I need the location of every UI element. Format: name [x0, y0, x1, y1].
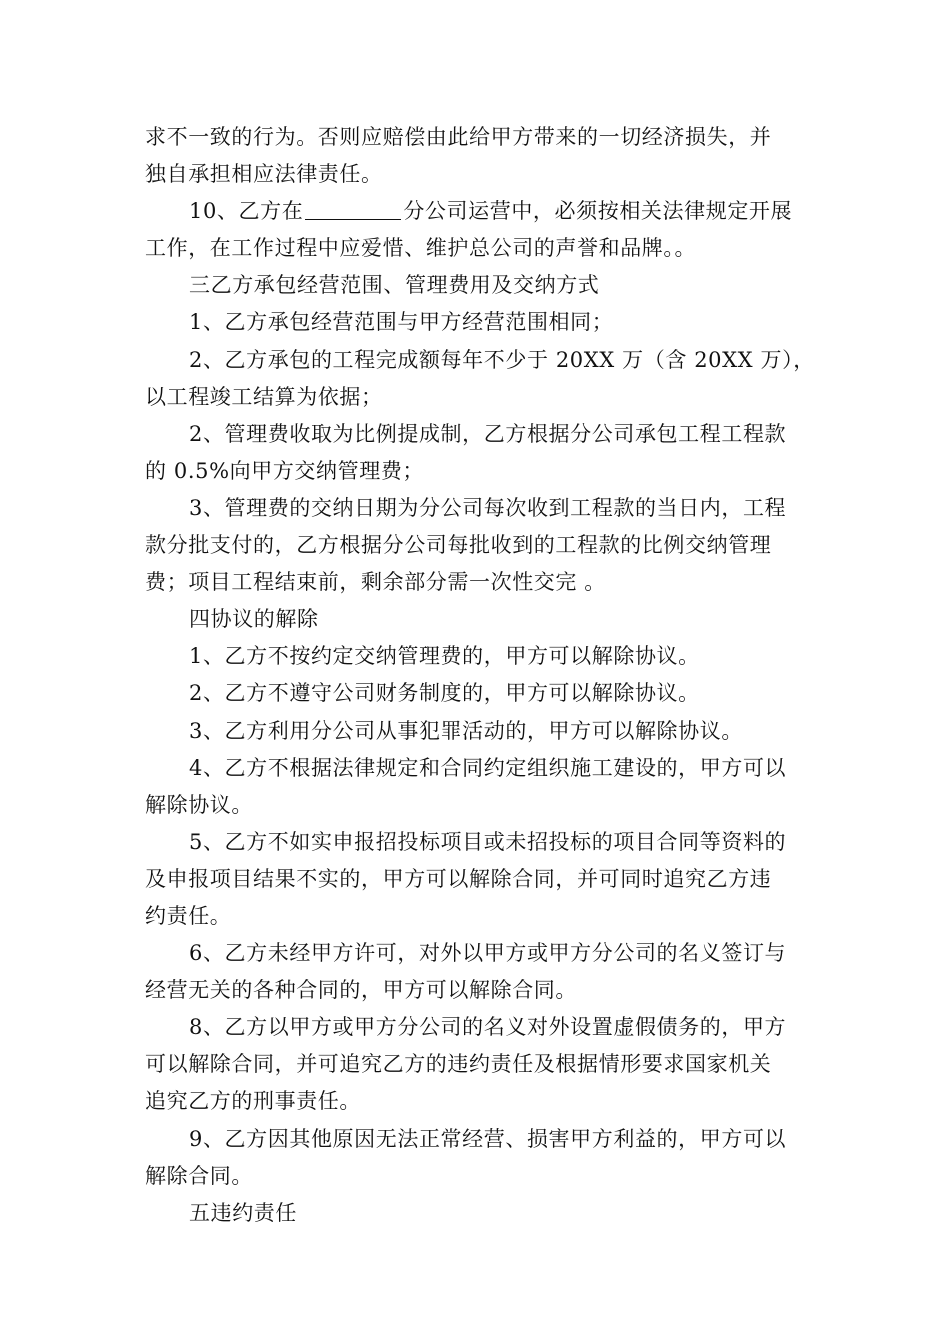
body-line: 1、乙方承包经营范围与甲方经营范围相同；	[189, 310, 614, 335]
body-line: 1、乙方不按约定交纳管理费的，甲方可以解除协议。	[189, 644, 700, 669]
body-line: 独自承担相应法律责任。	[145, 162, 383, 187]
body-line: 9、乙方因其他原因无法正常经营、损害甲方利益的，甲方可以	[189, 1126, 787, 1151]
body-line: 以工程竣工结算为依据；	[145, 384, 383, 409]
body-line: 经营无关的各种合同的，甲方可以解除合同。	[145, 978, 577, 1003]
body-line: 4、乙方不根据法律规定和合同约定组织施工建设的，甲方可以	[189, 755, 787, 780]
line-text-before-blank: 10、乙方在	[189, 199, 304, 224]
body-line: 工作，在工作过程中应爱惜、维护总公司的声誉和品牌。。	[145, 236, 697, 261]
fill-in-blank	[305, 199, 401, 220]
body-line: 可以解除合同，并可追究乙方的违约责任及根据情形要求国家机关	[145, 1052, 772, 1077]
body-line: 费；项目工程结束前，剩余部分需一次性交完 。	[145, 570, 606, 595]
body-line: 约责任。	[145, 903, 232, 928]
body-line: 及申报项目结果不实的，甲方可以解除合同，并可同时追究乙方违	[145, 866, 772, 891]
section-heading: 三乙方承包经营范围、管理费用及交纳方式	[189, 273, 600, 298]
body-line: 8、乙方以甲方或甲方分公司的名义对外设置虚假债务的，甲方	[189, 1015, 787, 1040]
body-line: 3、管理费的交纳日期为分公司每次收到工程款的当日内，工程	[189, 495, 787, 520]
body-line: 5、乙方不如实申报招投标项目或未招投标的项目合同等资料的	[189, 829, 787, 854]
body-line: 求不一致的行为。否则应赔偿由此给甲方带来的一切经济损失，并	[145, 125, 772, 149]
line-text-after-blank: 分公司运营中，必须按相关法律规定开展	[403, 199, 793, 224]
body-line: 的 0.5%向甲方交纳管理费；	[145, 458, 425, 483]
body-line: 6、乙方未经甲方许可，对外以甲方或甲方分公司的名义签订与	[189, 941, 787, 966]
body-line: 2、管理费收取为比例提成制，乙方根据分公司承包工程工程款	[189, 421, 787, 446]
body-line-with-blank	[145, 193, 811, 230]
section-heading: 五违约责任	[189, 1200, 297, 1225]
section-heading: 四协议的解除	[189, 607, 319, 632]
body-line: 解除合同。	[145, 1163, 253, 1188]
body-line: 3、乙方利用分公司从事犯罪活动的，甲方可以解除协议。	[189, 718, 743, 743]
body-line: 追究乙方的刑事责任。	[145, 1089, 361, 1114]
body-line: 2、乙方承包的工程完成额每年不少于 20XX 万（含 20XX 万），	[189, 347, 815, 372]
document-body	[145, 119, 815, 1232]
body-line: 款分批支付的，乙方根据分公司每批收到的工程款的比例交纳管理	[145, 533, 772, 558]
body-line: 解除协议。	[145, 792, 253, 817]
body-line: 2、乙方不遵守公司财务制度的，甲方可以解除协议。	[189, 681, 700, 706]
